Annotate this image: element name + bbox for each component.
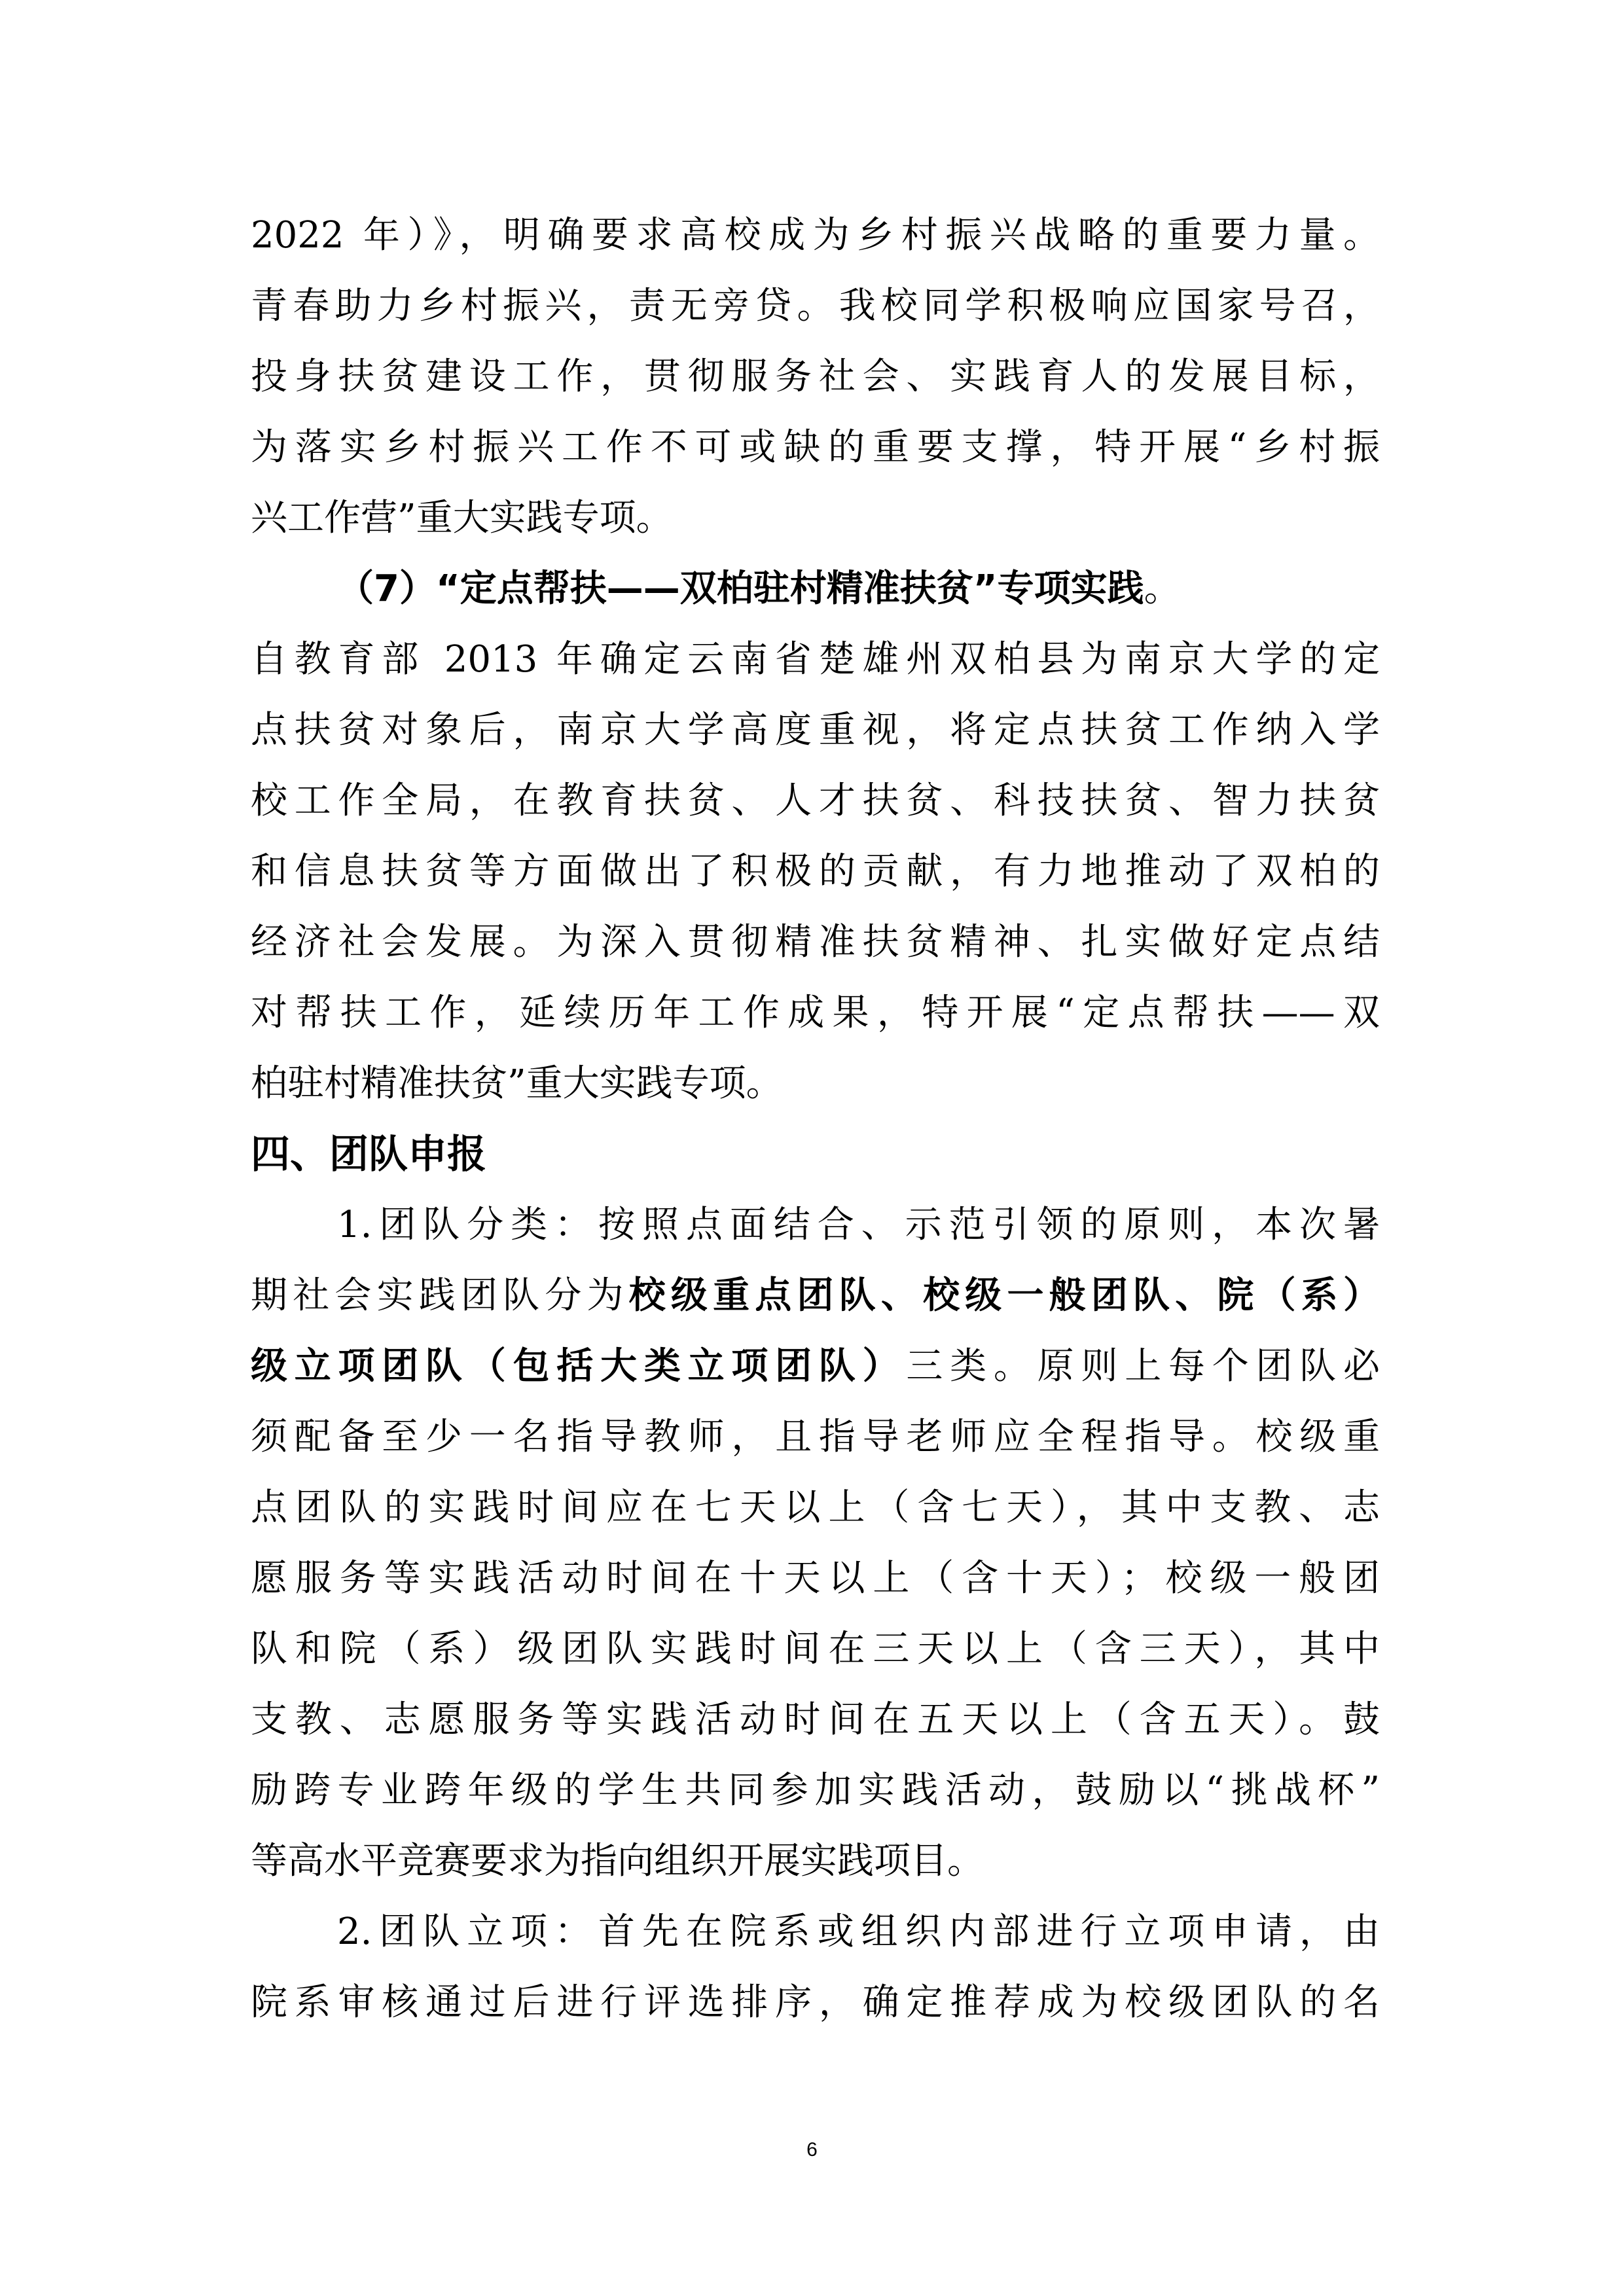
body-line: 2022 年）》，明确要求高校成为乡村振兴战略的重要力量。: [251, 214, 1380, 257]
body-line: 投身扶贫建设工作，贯彻服务社会、实践育人的发展目标，: [251, 355, 1380, 398]
item7-title-tail: 。: [1144, 567, 1181, 610]
body-text: 三类。原则上每个团队必: [906, 1345, 1380, 1388]
bold-text: 校级重点团队、校级一般团队、院（系）: [628, 1274, 1380, 1317]
body-line: 2.团队立项：首先在院系或组织内部进行立项申请，由: [337, 1910, 1380, 1953]
body-line: 队和院（系）级团队实践时间在三天以上（含三天），其中: [251, 1628, 1380, 1670]
body-line: 院系审核通过后进行评选排序，确定推荐成为校级团队的名: [251, 1981, 1380, 2024]
page-number: 6: [806, 2139, 818, 2161]
body-line: 励跨专业跨年级的学生共同参加实践活动，鼓励以“挑战杯”: [251, 1769, 1380, 1812]
body-line: 柏驻村精准扶贫”重大实践专项。: [251, 1062, 783, 1105]
bold-text: 级立项团队（包括大类立项团队）: [251, 1345, 907, 1388]
body-line-mixed: [251, 1345, 1380, 1388]
body-line: 和信息扶贫等方面做出了积极的贡献，有力地推动了双柏的: [251, 850, 1380, 893]
body-line: 为落实乡村振兴工作不可或缺的重要支撑，特开展“乡村振: [251, 426, 1380, 469]
body-line: 点团队的实践时间应在七天以上（含七天），其中支教、志: [251, 1486, 1380, 1529]
body-line: 经济社会发展。为深入贯彻精准扶贫精神、扎实做好定点结: [251, 921, 1380, 963]
body-line: 自教育部 2013 年确定云南省楚雄州双柏县为南京大学的定: [251, 638, 1380, 681]
item7-title-line: [337, 567, 1380, 610]
body-text: 期社会实践团队分为: [251, 1274, 629, 1317]
item7-title: （7）“定点帮扶——双柏驻村精准扶贫”专项实践: [337, 567, 1144, 610]
body-line: 须配备至少一名指导教师，且指导老师应全程指导。校级重: [251, 1416, 1380, 1458]
body-line: 对帮扶工作，延续历年工作成果，特开展“定点帮扶——双: [251, 992, 1380, 1034]
body-line: 支教、志愿服务等实践活动时间在五天以上（含五天）。鼓: [251, 1698, 1380, 1741]
body-line: 兴工作营”重大实践专项。: [251, 497, 673, 539]
body-line: 青春助力乡村振兴，责无旁贷。我校同学积极响应国家号召，: [251, 285, 1380, 327]
body-line: 等高水平竞赛要求为指向组织开展实践项目。: [251, 1840, 984, 1882]
body-line: 校工作全局，在教育扶贫、人才扶贫、科技扶贫、智力扶贫: [251, 780, 1380, 822]
body-line: 愿服务等实践活动时间在十天以上（含十天）；校级一般团: [251, 1557, 1380, 1600]
body-line: 点扶贫对象后，南京大学高度重视，将定点扶贫工作纳入学: [251, 709, 1380, 751]
body-line-mixed: [251, 1274, 1380, 1317]
body-line: 1.团队分类：按照点面结合、示范引领的原则，本次暑: [337, 1204, 1380, 1246]
section-heading: 四、团队申报: [251, 1132, 486, 1177]
